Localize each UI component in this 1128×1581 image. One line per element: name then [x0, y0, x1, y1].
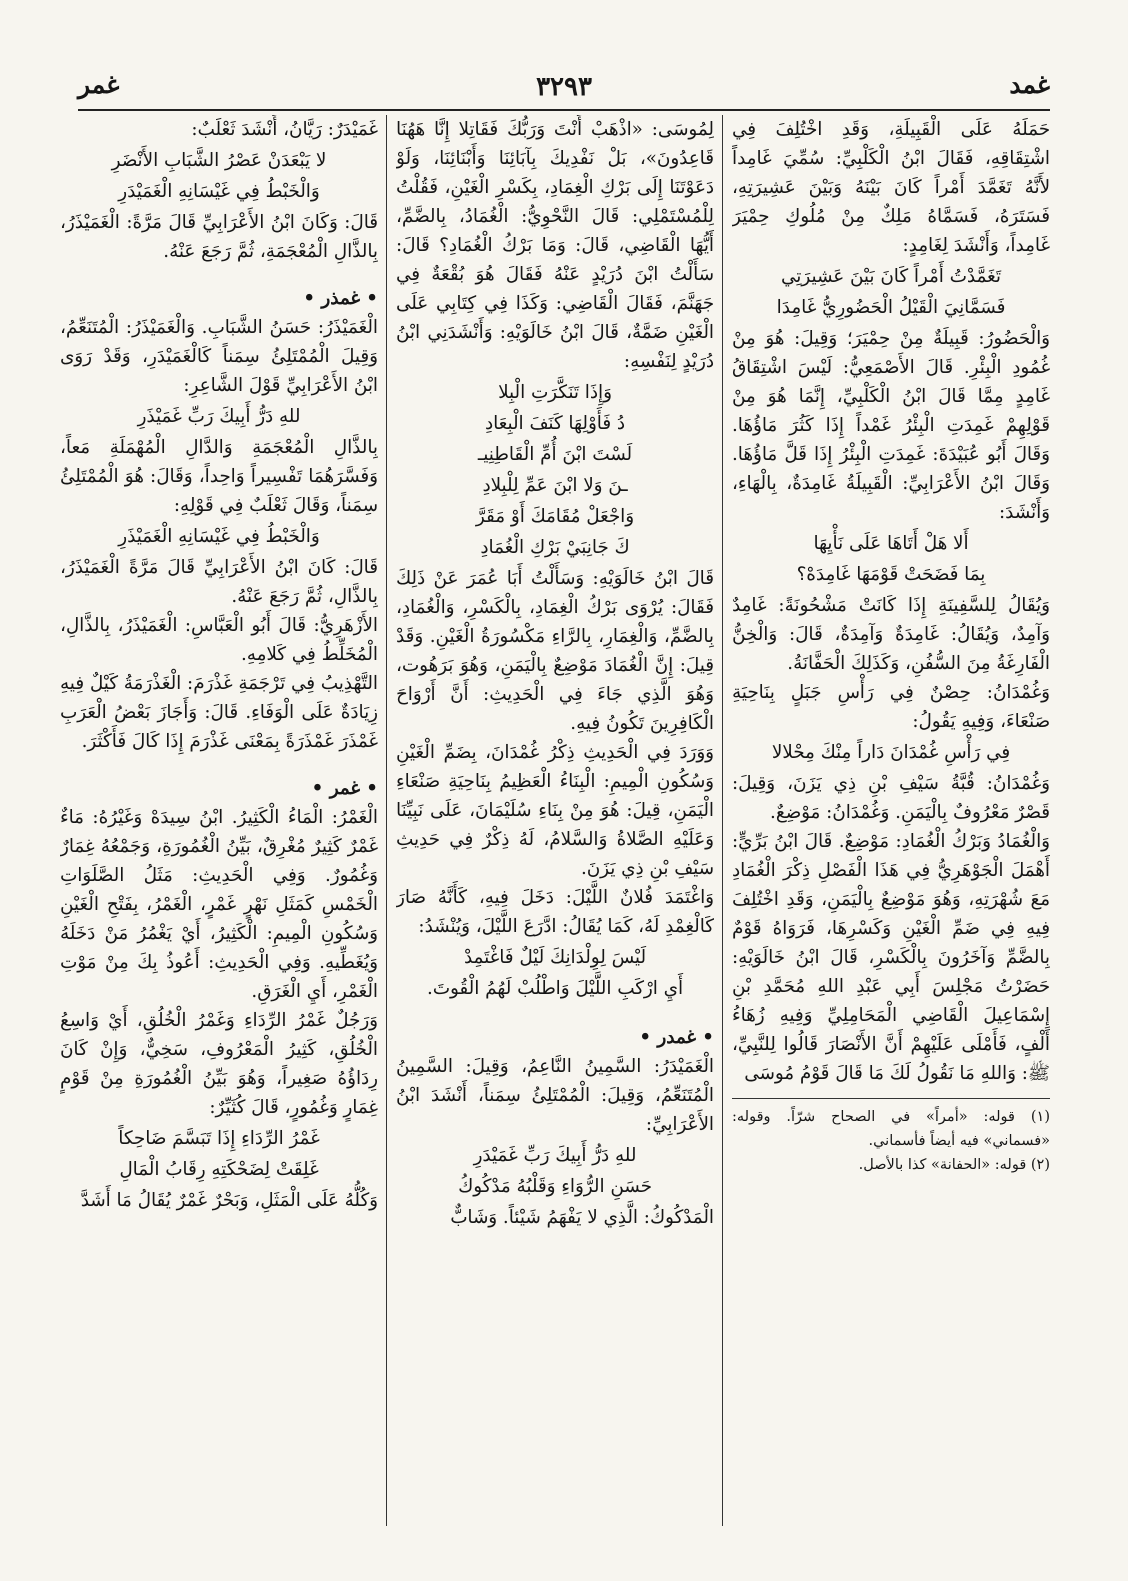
- page-number: ٣٢٩٣: [536, 72, 592, 102]
- verse-line: [396, 440, 714, 469]
- paragraph: الأَزْهَرِيُّ: قَالَ أَبُو الْعَبَّاسِ: الْغَمَيْذَرُ، بِالذَّالِ، الْمُخَلِّطُ فِي كَلامِهِ.: [60, 615, 378, 665]
- verse-line: وَالْخَبْطُ فِي غَيْسَانِهِ الْغَمَيْذَرِ: [118, 526, 320, 547]
- verse-line: [396, 409, 714, 438]
- paragraph: بِالذَّالِ الْمُعْجَمَةِ وَالدَّالِ الْمُهْمَلَةِ مَعاً، وَفَسَّرَهُمَا تَفْسِيراً وَاحِداً، وَقَالَ: هُوَ الْمُمْتَلِئُ سِمَناً، وَقَالَ ثَعْلَبٌ فِي قَوْلِهِ:: [60, 437, 378, 516]
- verse-line: غَمْرُ الرِّدَاءِ إِذَا تَبَسَّمَ ضَاحِكاً: [118, 1128, 320, 1149]
- verse-line: أَلا هَلْ أَتَاهَا عَلَى نَأْيِهَا: [813, 533, 969, 554]
- hemistich: لَسْتَ ابْنَ أُمِّ الْقَاطِنِيـ: [477, 444, 633, 465]
- column-right: [732, 115, 1050, 1526]
- entry-heading-ghmr: • غمر •: [311, 778, 378, 799]
- column-divider: [386, 115, 387, 1526]
- paragraph: الْغَمَيْذَرُ: حَسَنُ الشَّبَابِ. وَالْغَمَيْذَرُ: الْمُتَنَعِّمُ، وَقِيلَ الْمُمْتَلِئُ سِمَناً كَالْغَمَيْدَرِ، وَقَدْ رَوَى ابْنُ الأَعْرَابِيِّ قَوْلَ الشَّاعِرِ:: [60, 317, 378, 396]
- running-head-right: غمد: [1009, 70, 1050, 99]
- hemistich: ـنَ وَلا ابْنَ عَمِّ لِلْبِلادِ: [482, 475, 628, 496]
- verse-line: فَسَمَّانِيَ الْقَيْلُ الْحَضُورِيُّ غَامِدَا: [776, 297, 1006, 318]
- paragraph: لِمُوسَى: «اذْهَبْ أَنْتَ وَرَبُّكَ فَقَاتِلا إِنَّا هَهُنَا قَاعِدُونَ»، بَلْ نَفْدِيكَ بِآبَائِنَا وَأَبْنَائِنَا، وَلَوْ دَعَوْتَنَا إِلَى بَرْكِ الْغِمَادِ، بِكَسْرِ الْغَيْنِ، فَقُلْتُ لِلْمُسْتَمْلِي: قَالَ النَّحْوِيُّ: الْغُمَادُ، بِالضَّمِّ، أَيُّهَا الْقَاضِي، قَالَ: وَمَا بَرْكُ الْغُمَادِ؟ قَالَ: سَأَلْتُ ابْنَ دُرَيْدٍ عَنْهُ فَقَالَ هُوَ بُقْعَةٌ فِي جَهَنَّمَ، فَقَالَ الْقَاضِي: وَكَذَا فِي كِتَابِي عَلَى الْغَيْنِ ضَمَّةٌ، قَالَ ابْنُ خَالَوَيْهِ: وَأَنْشَدَنِي ابْنُ دُرَيْدٍ لِنَفْسِهِ:: [396, 119, 714, 372]
- entry-heading-ghmdhr: • غمذر •: [303, 288, 378, 309]
- verse-line: بِمَا فَضَحَتْ قَوْمَهَا غَامِدَهْ؟: [796, 564, 986, 585]
- page-body: [60, 115, 1050, 1526]
- verse-line: [396, 378, 714, 407]
- verse-line: حَسَنِ الرُّوَاءِ وَقَلْبُهُ مَدْكُوكُ: [458, 1176, 652, 1197]
- paragraph: قَالَ: وَكَانَ ابْنُ الأَعْرَابِيِّ قَالَ مَرَّةً: الْغَمَيْذَرُ، بِالذَّالِ الْمُعْجَمَةِ، ثُمَّ رَجَعَ عَنْهُ.: [60, 212, 378, 262]
- paragraph: وَوَرَدَ فِي الْحَدِيثِ ذِكْرُ غُمْدَانَ، بِضَمِّ الْغَيْنِ وَسُكُونِ الْمِيمِ: الْبِنَاءُ الْعَظِيمُ بِنَاحِيَةِ صَنْعَاءِ الْيَمَنِ، قِيلَ: هُوَ مِنْ بِنَاءِ سُلَيْمَانَ، عَلَى نَبِيِّنَا وَعَلَيْهِ الصَّلاةُ وَالسَّلامُ، لَهُ ذِكْرٌ فِي حَدِيثِ سَيْفِ بْنِ ذِي يَزَنَ.: [396, 742, 714, 879]
- verse-line: تَغَمَّدْتُ أَمْراً كَانَ بَيْنَ عَشِيرَتِي: [781, 266, 1001, 287]
- running-head-left: غمر: [78, 70, 120, 99]
- paragraph: التَّهْذِيبُ فِي تَرْجَمَةِ غَذْرَمَ: الْغَذْرَمَةُ كَيْلٌ فِيهِ زِيَادَةٌ عَلَى الْوَفَاءِ. قَالَ: وَأَجَازَ بَعْضُ الْعَرَبِ غَمْذَرَ غَمْذَرَةً بِمَعْنَى غَذْرَمَ إِذَا كَالَ فَأَكْثَرَ.: [60, 673, 378, 752]
- verse-line: [396, 502, 714, 531]
- paragraph: وَغُمْدَانُ: حِصْنٌ فِي رَأْسِ جَبَلٍ بِنَاحِيَةِ صَنْعَاءَ، وَفِيهِ يَقُولُ:: [732, 682, 1050, 732]
- header-rule: [78, 109, 1050, 111]
- paragraph: قَالَ ابْنُ خَالَوَيْهِ: وَسَأَلْتُ أَبَا عُمَرَ عَنْ ذَلِكَ فَقَالَ: يُرْوَى بَرْكُ الْغِمَادِ، بِالْكَسْرِ، وَالْغُمَادِ، بِالضَّمِّ، وَالْغِمَارِ، بِالرَّاءِ مَكْسُورَةُ الْغَيْنِ. وَقَدْ قِيلَ: إِنَّ الْغُمَادَ مَوْضِعٌ بِالْيَمَنِ، وَهُوَ بَرَهُوت، وَهُوَ الَّذِي جَاءَ فِي الْحَدِيثِ: أَنَّ أَرْوَاحَ الْكَافِرِينَ تَكُونُ فِيهِ.: [396, 568, 714, 734]
- verse-line: [396, 533, 714, 562]
- paragraph: الْمَدْكُوكُ: الَّذِي لا يَفْهَمُ شَيْئاً. وَشَابٌّ: [450, 1207, 714, 1228]
- paragraph: وَالْغُمَادُ وَبَرْكُ الْغُمَادِ: مَوْضِعٌ. قَالَ ابْنُ بَرِّيٍّ: أَهْمَلَ الْجَوْهَرِيُّ فِي هَذَا الْفَصْلِ ذِكْرَ الْغُمَادِ مَعَ شُهْرَتِهِ، وَهُوَ مَوْضِعٌ بِالْيَمَنِ، وَقَدِ اخْتُلِفَ فِيهِ فِي ضَمِّ الْغَيْنِ وَكَسْرِهَا، فَرَوَاهُ قَوْمٌ بِالضَّمِّ وَآخَرُونَ بِالْكَسْرِ، قَالَ ابْنُ خَالَوَيْهِ: حَضَرْتُ مَجْلِسَ أَبِي عَبْدِ اللهِ مُحَمَّدِ بْنِ إِسْمَاعِيلَ الْقَاضِي الْمَحَامِلِيِّ وَفِيهِ زُهَاءُ أَلْفٍ، فَأَمْلَى عَلَيْهِمْ أَنَّ الأَنْصَارَ قَالُوا لِلنَّبِيِّ، ﷺ: وَاللهِ مَا نَقُولُ لَكَ مَا قَالَ قَوْمُ مُوسَى: [732, 831, 1050, 1084]
- verse-line: للهِ دَرُّ أَبِيكَ رَبِّ غَمَيْدَرِ: [473, 1145, 637, 1166]
- paragraph: وَغُمْدَانُ: قُبَّةُ سَيْفِ بْنِ ذِي يَزَنَ، وَقِيلَ: قَصْرٌ مَعْرُوفٌ بِالْيَمَنِ. وَغُمْدَانُ: مَوْضِعٌ.: [732, 773, 1050, 823]
- verse-line: وَالْخَبْطُ فِي غَيْسَانِهِ الْغَمَيْدَرِ: [118, 181, 320, 202]
- verse-line: غَلِقَتْ لِضَحْكَتِهِ رِقَابُ الْمَالِ: [119, 1159, 319, 1180]
- paragraph: قَالَ: كَانَ ابْنُ الأَعْرَابِيِّ قَالَ مَرَّةً الْغَمَيْذَرُ، بِالذَّالِ، ثُمَّ رَجَعَ عَنْهُ.: [60, 557, 378, 607]
- verse-line: لا يَبْعَدَنْ عَصْرُ الشَّبَابِ الأَنْضَرِ: [111, 150, 327, 171]
- paragraph: غَمَيْدَرٌ: رَيَّانُ، أَنْشَدَ ثَعْلَبٌ:: [191, 119, 378, 140]
- paragraph: وَكُلُّهُ عَلَى الْمَثَلِ، وَبَحْرٌ غَمْرٌ يُقَالُ مَا أَشَدَّ: [80, 1190, 378, 1211]
- paragraph: وَالْحَضُورُ: قَبِيلَةٌ مِنْ حِمْيَرَ؛ وَقِيلَ: هُوَ مِنْ غُمُودِ الْبِئْرِ. قَالَ الأَصْمَعِيُّ: لَيْسَ اشْتِقَاقُ غَامِدٍ مِمَّا قَالَ ابْنُ الْكَلْبِيِّ، إِنَّمَا هُوَ مِنْ قَوْلِهِمْ غَمِدَتِ الْبِئْرُ غَمْداً إِذَا كَثُرَ مَاؤُهَا. وَقَالَ أَبُو عُبَيْدَةَ: غَمِدَتِ الْبِئْرُ إِذَا قَلَّ مَاؤُهَا. وَقَالَ ابْنُ الأَعْرَابِيِّ: الْقَبِيلَةُ غَامِدَةٌ، بِالْهَاءِ، وَأَنْشَدَ:: [732, 328, 1050, 523]
- footnotes: [732, 1098, 1050, 1177]
- hemistich: دُ فَأَوْلِهَا كَنَفَ الْبِعَادِ: [484, 413, 626, 434]
- column-left: [60, 115, 378, 1526]
- column-divider: [722, 115, 723, 1526]
- paragraph: حَمَلَهُ عَلَى الْقَبِيلَةِ، وَقَدِ اخْتُلِفَ فِي اشْتِقَاقِهِ، فَقَالَ ابْنُ الْكَلْبِيِّ: سُمِّيَ غَامِداً لأَنَّهُ تَغَمَّدَ أَمْراً كَانَ بَيْنَهُ وَبَيْنَ عَشِيرَتِهِ، فَسَتَرَهُ، فَسَمَّاهُ مَلِكٌ مِنْ مُلُوكِ حِمْيَرَ غَامِداً، وَأَنْشَدَ لِغَامِدٍ:: [732, 119, 1050, 256]
- entry-heading-ghmdr: • غمدر •: [639, 1027, 714, 1048]
- footnote-1: (١) قوله: «أمراً» في الصحاح شرّاً. وقوله: «فسماني» فيه أيضاً فأسماني.: [732, 1109, 1050, 1149]
- verse-line: أَيِ ارْكَبِ اللَّيْلَ وَاطْلُبْ لَهُمُ الْقُوتَ.: [426, 978, 684, 999]
- verse-line: لَيْسَ لِوِلْدَانِكَ لَيْلٌ فَاغْتَمِدْ: [463, 947, 647, 968]
- column-middle: [396, 115, 714, 1526]
- paragraph: الْغَمَيْدَرُ: السَّمِينُ النَّاعِمُ، وَقِيلَ: السَّمِينُ الْمُتَنَعِّمُ، وَقِيلَ: الْمُمْتَلِئُ سِمَناً، أَنْشَدَ ابْنُ الأَعْرَابِيِّ:: [396, 1056, 714, 1135]
- paragraph: وَرَجُلٌ غَمْرُ الرِّدَاءِ وَغَمْرُ الْخُلُقِ، أَيْ وَاسِعُ الْخُلُقِ، كَثِيرُ الْمَعْرُوفِ، سَخِيٌّ، وَإِنْ كَانَ رِدَاؤُهُ صَغِيراً، وَهُوَ بَيِّنُ الْغُمُورَةِ مِنْ قَوْمٍ غِمَارٍ وَغُمُورٍ، قَالَ كُثَيِّرٌ:: [60, 1010, 378, 1118]
- hemistich: وَإِذَا تَنَكَّرَتِ الْبِلا: [498, 382, 612, 403]
- hemistich: وَاجْعَلْ مُقَامَكَ أَوْ مَقَرَّ: [475, 506, 635, 527]
- paragraph: وَاغْتَمَدَ فُلانٌ اللَّيْلَ: دَخَلَ فِيهِ، كَأَنَّهُ صَارَ كَالْغِمْدِ لَهُ، كَمَا يُقَالُ: ادَّرَعَ اللَّيْلَ، وَيُنْشَدُ:: [396, 887, 714, 937]
- verse-line: للهِ دَرُّ أَبِيكَ رَبِّ غَمَيْذَرِ: [137, 406, 301, 427]
- page-header: [78, 70, 1050, 110]
- footnote-2: (٢) قوله: «الحفانة» كذا بالأصل.: [858, 1157, 1050, 1173]
- paragraph: وَيُقَالُ لِلسَّفِينَةِ إِذَا كَانَتْ مَشْحُونَةً: غَامِدٌ وَآمِدٌ، وَيُقَالُ: غَامِدَةٌ وَآمِدَةٌ، قَالَ: وَالْخِنُّ الْفَارِغَةُ مِنَ السُّفُنِ، وَكَذَلِكَ الْحَفَّانَةُ.: [732, 595, 1050, 674]
- paragraph: الْغَمْرُ: الْمَاءُ الْكَثِيرُ. ابْنُ سِيدَهْ وَغَيْرُهُ: مَاءٌ غَمْرٌ كَثِيرٌ مُغْرِقٌ، بَيِّنُ الْغُمُورَةِ، وَجَمْعُهُ غِمَارٌ وَغُمُورٌ. وَفِي الْحَدِيثِ: مَثَلُ الصَّلَوَاتِ الْخَمْسِ كَمَثَلِ نَهْرٍ غَمْرٍ، الْغَمْرُ، بِفَتْحِ الْغَيْنِ وَسُكُونِ الْمِيمِ: الْكَثِيرُ، أَيْ يَغْمُرُ مَنْ دَخَلَهُ وَيُغَطِّيهِ. وَفِي الْحَدِيثِ: أَعُوذُ بِكَ مِنْ مَوْتِ الْغَمْرِ، أَيِ الْغَرَقِ.: [60, 807, 378, 1002]
- verse-line: [396, 471, 714, 500]
- hemistich: كَ جَانِبَيْ بَرْكِ الْغُمَادِ: [480, 537, 630, 558]
- verse-line: فِي رَأْسِ غُمْدَانَ دَاراً مِنْكَ مِحْلالا: [771, 742, 1011, 763]
